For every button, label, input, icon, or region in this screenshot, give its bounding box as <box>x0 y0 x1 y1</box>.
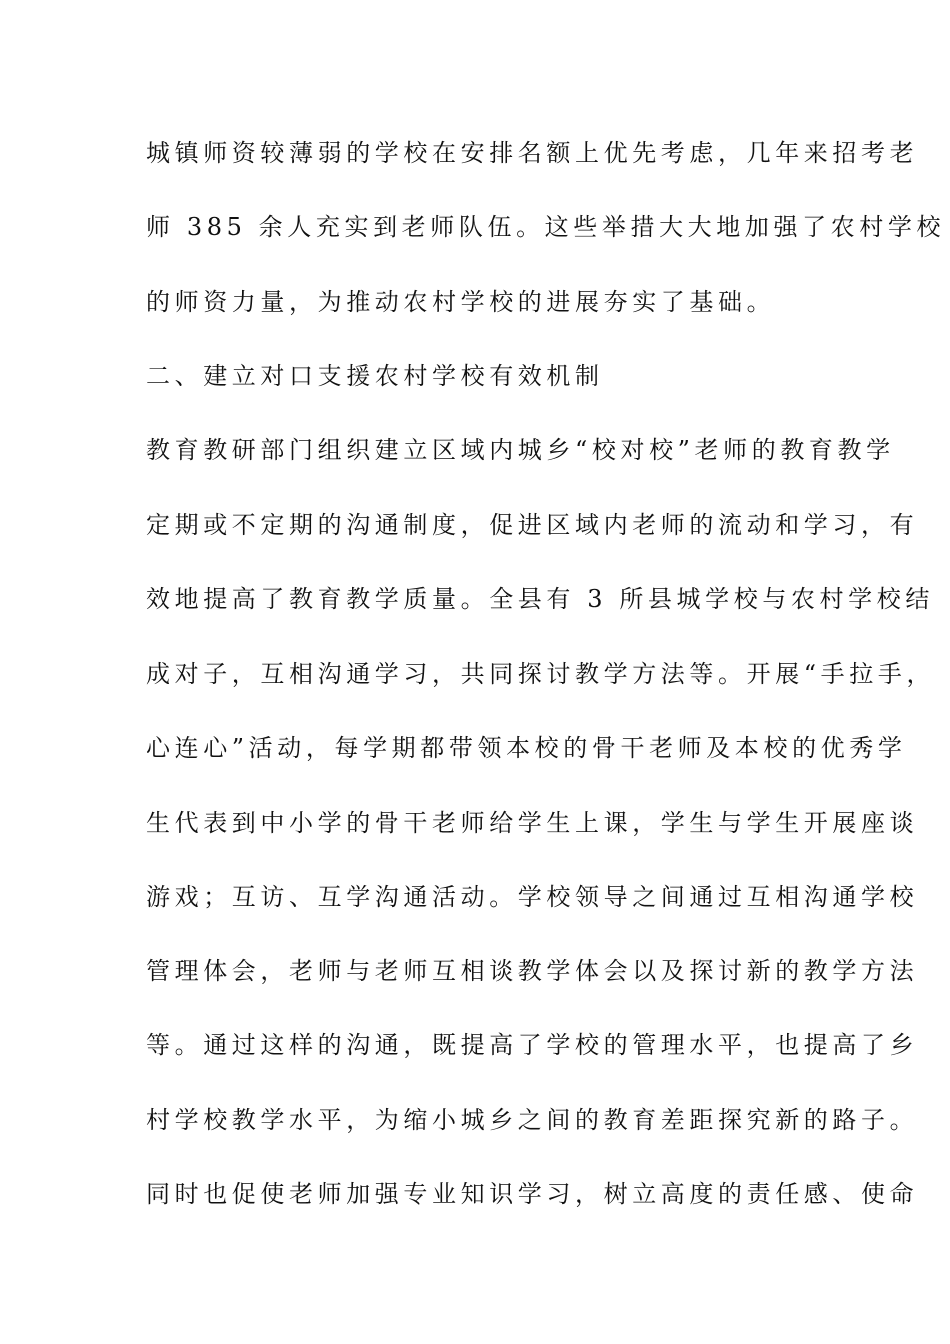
text-line: 同时也促使老师加强专业知识学习，树立高度的责任感、使命 <box>146 1180 919 1208</box>
text-line: 教育教研部门组织建立区域内城乡“校对校”老师的教育教学 <box>146 436 895 464</box>
text-line: 师 385 余人充实到老师队伍。这些举措大大地加强了农村学校 <box>146 213 946 241</box>
text-line: 心连心”活动，每学期都带领本校的骨干老师及本校的优秀学 <box>146 734 907 762</box>
text-line: 生代表到中小学的骨干老师给学生上课，学生与学生开展座谈 <box>146 809 919 837</box>
text-line: 城镇师资较薄弱的学校在安排名额上优先考虑，几年来招考老 <box>146 139 919 167</box>
text-line: 定期或不定期的沟通制度，促进区域内老师的流动和学习，有 <box>146 511 919 539</box>
text-line: 村学校教学水平，为缩小城乡之间的教育差距探究新的路子。 <box>146 1106 919 1134</box>
text-line: 游戏；互访、互学沟通活动。学校领导之间通过互相沟通学校 <box>146 883 919 911</box>
text-line: 的师资力量，为推动农村学校的进展夯实了基础。 <box>146 288 776 316</box>
text-line: 效地提高了教育教学质量。全县有 3 所县城学校与农村学校结 <box>146 585 934 613</box>
text-line: 成对子，互相沟通学习，共同探讨教学方法等。开展“手拉手， <box>146 660 936 688</box>
section-heading: 二、建立对口支援农村学校有效机制 <box>146 362 604 390</box>
text-line: 管理体会，老师与老师互相谈教学体会以及探讨新的教学方法 <box>146 957 919 985</box>
text-line: 等。通过这样的沟通，既提高了学校的管理水平，也提高了乡 <box>146 1031 919 1059</box>
